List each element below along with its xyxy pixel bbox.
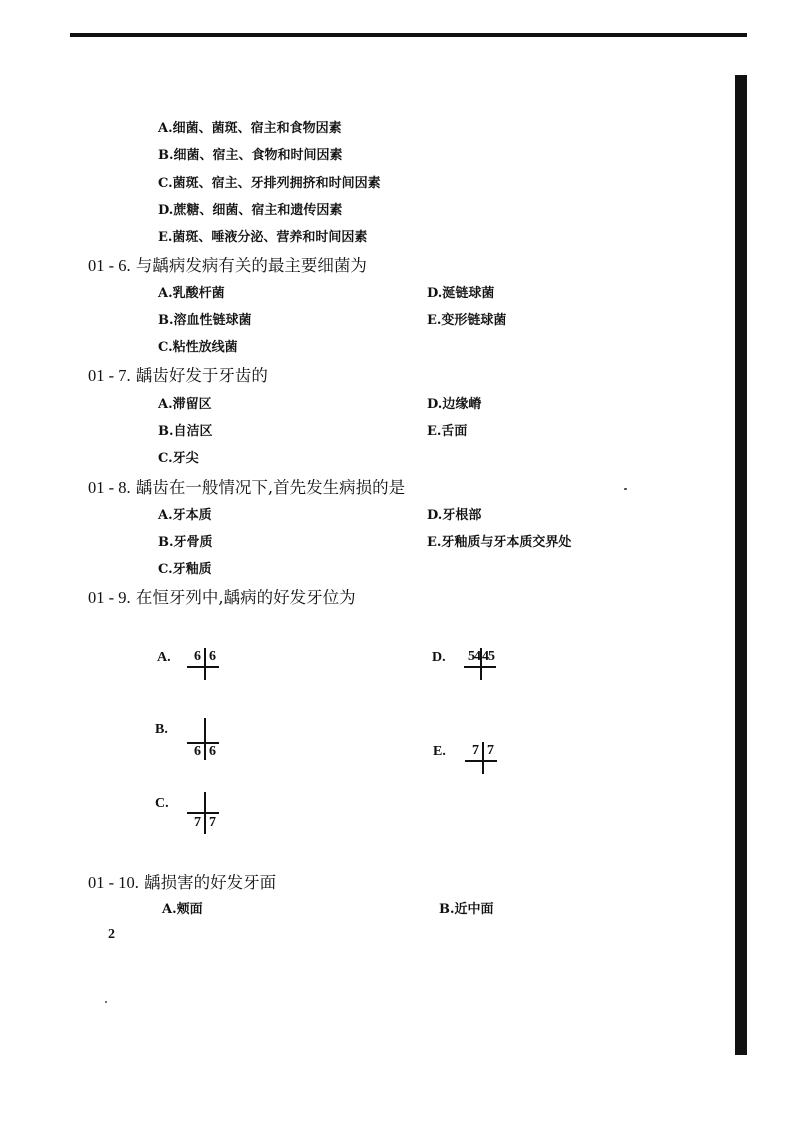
tooth-formula — [462, 646, 502, 686]
midline — [482, 742, 484, 774]
q5-option-b: B.细菌、宿主、食物和时间因素 — [158, 148, 343, 163]
q6-option-e: E.变形链球菌 — [427, 313, 507, 328]
question-text: 龋齿在一般情况下,首先发生病损的是 — [135, 478, 406, 497]
question-text: 龋齿好发于牙齿的 — [135, 366, 268, 385]
q7-option-a: A.滞留区 — [158, 397, 212, 412]
q7-option-b: B.自洁区 — [158, 424, 213, 439]
tooth-right: 7 — [487, 743, 494, 758]
q7-option-c: C.牙尖 — [158, 451, 199, 466]
question-text: 与龋病发病有关的最主要细菌为 — [135, 256, 367, 275]
question-6 — [88, 255, 367, 277]
q8-option-e: E.牙釉质与牙本质交界处 — [427, 535, 572, 550]
q6-option-d: D.涎链球菌 — [427, 286, 495, 301]
occlusal-line — [187, 666, 219, 668]
q7-option-e: E.舌面 — [427, 424, 468, 439]
option-letter: C. — [155, 796, 169, 811]
scan-speck — [624, 488, 627, 490]
q8-option-c: C.牙釉质 — [158, 562, 212, 577]
q6-option-b: B.溶血性链球菌 — [158, 313, 252, 328]
option-letter: E. — [433, 744, 446, 759]
q8-option-a: A.牙本质 — [158, 508, 212, 523]
option-letter: D. — [432, 650, 446, 665]
scan-edge-bar — [735, 75, 747, 1055]
midline — [204, 718, 206, 760]
option-letter: A. — [157, 650, 171, 665]
question-10 — [88, 872, 276, 894]
question-text: 在恒牙列中,龋病的好发牙位为 — [135, 588, 356, 607]
tooth-formula — [185, 718, 225, 763]
tooth-formula — [463, 740, 503, 780]
midline — [480, 648, 482, 680]
tooth-left: 7 — [194, 815, 201, 830]
question-7 — [88, 365, 268, 387]
midline — [204, 648, 206, 680]
question-text: 龋损害的好发牙面 — [144, 873, 277, 892]
tooth-right: 45 — [482, 649, 494, 664]
tooth-right: 7 — [209, 815, 216, 830]
question-9 — [88, 587, 356, 609]
occlusal-line — [464, 666, 496, 668]
page-number: 2 — [108, 927, 115, 942]
q10-option-b: B.近中面 — [439, 902, 494, 917]
q5-option-c: C.菌斑、宿主、牙排列拥挤和时间因素 — [158, 176, 381, 191]
question-number: 01 - 10. — [88, 873, 139, 892]
q6-option-c: C.粘性放线菌 — [158, 340, 238, 355]
tooth-formula — [185, 792, 225, 837]
tooth-formula — [185, 646, 225, 686]
q5-option-e: E.菌斑、唾液分泌、营养和时间因素 — [158, 230, 368, 245]
q9-option-a — [157, 646, 237, 686]
question-number: 01 - 6. — [88, 256, 131, 275]
q9-option-c — [155, 792, 235, 837]
question-8 — [88, 477, 405, 499]
tooth-right: 6 — [209, 744, 216, 759]
q9-option-e — [433, 740, 523, 780]
q10-option-a: A.颊面 — [162, 902, 203, 917]
option-letter: B. — [155, 722, 168, 737]
tooth-left: 6 — [194, 744, 201, 759]
question-number: 01 - 7. — [88, 366, 131, 385]
top-rule — [70, 33, 747, 37]
q8-option-b: B.牙骨质 — [158, 535, 213, 550]
occlusal-line — [187, 812, 219, 814]
q8-option-d: D.牙根部 — [427, 508, 482, 523]
question-number: 01 - 9. — [88, 588, 131, 607]
tooth-left: 54 — [468, 649, 480, 664]
tooth-right: 6 — [209, 649, 216, 664]
scan-speck — [105, 1001, 107, 1003]
tooth-left: 7 — [472, 743, 479, 758]
q5-option-a: A.细菌、菌斑、宿主和食物因素 — [158, 121, 342, 136]
q9-option-d — [432, 646, 522, 686]
q7-option-d: D.边缘嵴 — [427, 397, 482, 412]
q5-option-d: D.蔗糖、细菌、宿主和遗传因素 — [158, 203, 343, 218]
occlusal-line — [465, 760, 497, 762]
tooth-left: 6 — [194, 649, 201, 664]
q6-option-a: A.乳酸杆菌 — [158, 286, 225, 301]
question-number: 01 - 8. — [88, 478, 131, 497]
q9-option-b — [155, 718, 235, 763]
